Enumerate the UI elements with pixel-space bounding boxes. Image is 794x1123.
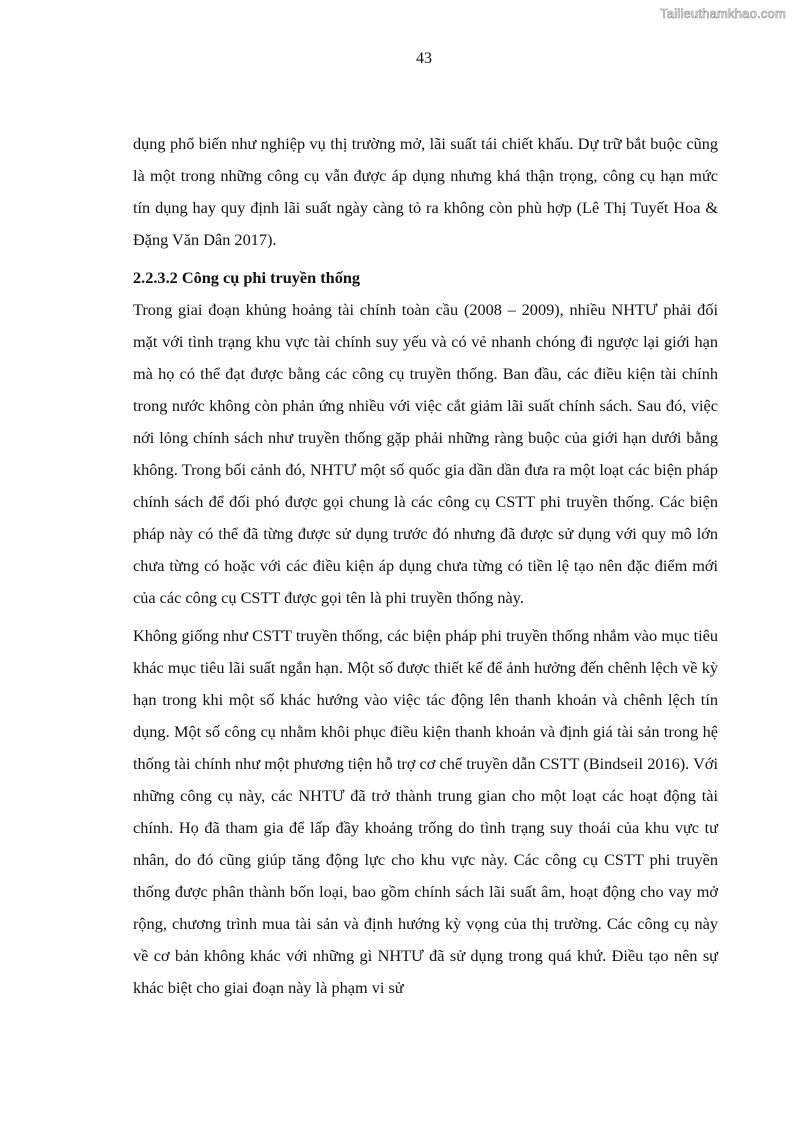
section-heading: 2.2.3.2 Công cụ phi truyền thống (133, 268, 361, 287)
paragraph-unconventional: Không giống như CSTT truyền thống, các biện pháp phi truyền thống nhắm vào mục tiêu khác mục tiêu lãi suất ngắn hạn. Một số được thiết kế để ảnh hưởng đến chênh lệch về kỳ hạn trong khi một số khác hướng vào việc tác động lên thanh khoản và chênh lệch tín dụng. Một số công cụ nhằm khôi phục điều kiện thanh khoản và định giá tài sản trong hệ thống tài chính như một phương tiện hỗ trợ cơ chế truyền dẫn CSTT (Bindseil 2016). Với những công cụ này, các NHTƯ đã trở thành trung gian cho một loạt các hoạt động tài chính. Họ đã tham gia để lấp đầy khoảng trống do tình trạng suy thoái của khu vực tư nhân, do đó cũng giúp tăng động lực cho khu vực này. Các công cụ CSTT phi truyền thống được phân thành bốn loại, bao gồm chính sách lãi suất âm, hoạt động cho vay mở rộng, chương trình mua tài sản và định hướng kỳ vọng của thị trường. Các công cụ này về cơ bản không khác với những gì NHTƯ đã sử dụng trong quá khứ. Điều tạo nên sự khác biệt cho giai đoạn này là phạm vi sử (133, 626, 718, 997)
page-number: 43 (416, 50, 432, 67)
document-body (133, 128, 718, 1004)
watermark: Tailieuthamkhao.com (660, 6, 786, 21)
paragraph-crisis: Trong giai đoạn khủng hoảng tài chính toàn cầu (2008 – 2009), nhiều NHTƯ phải đối mặt với tình trạng khu vực tài chính suy yếu và có vẻ nhanh chóng đi ngược lại giới hạn mà họ có thể đạt được bằng các công cụ truyền thống. Ban đầu, các điều kiện tài chính trong nước không còn phản ứng nhiều với việc cắt giảm lãi suất chính sách. Sau đó, việc nới lỏng chính sách như truyền thống gặp phải những ràng buộc của giới hạn dưới bằng không. Trong bối cảnh đó, NHTƯ một số quốc gia dần dần đưa ra một loạt các biện pháp chính sách để đối phó được gọi chung là các công cụ CSTT phi truyền thống. Các biện pháp này có thể đã từng được sử dụng trước đó nhưng đã được sử dụng với quy mô lớn chưa từng có hoặc với các điều kiện áp dụng chưa từng có tiền lệ tạo nên đặc điểm mới của các công cụ CSTT được gọi tên là phi truyền thống này. (133, 300, 718, 607)
paragraph-continuation: dụng phổ biến như nghiệp vụ thị trường mở, lãi suất tái chiết khấu. Dự trữ bắt buộc cũng là một trong những công cụ vẫn được áp dụng nhưng khá thận trọng, công cụ hạn mức tín dụng hay quy định lãi suất ngày càng tỏ ra không còn phù hợp (Lê Thị Tuyết Hoa & Đặng Văn Dân 2017). (133, 134, 718, 249)
